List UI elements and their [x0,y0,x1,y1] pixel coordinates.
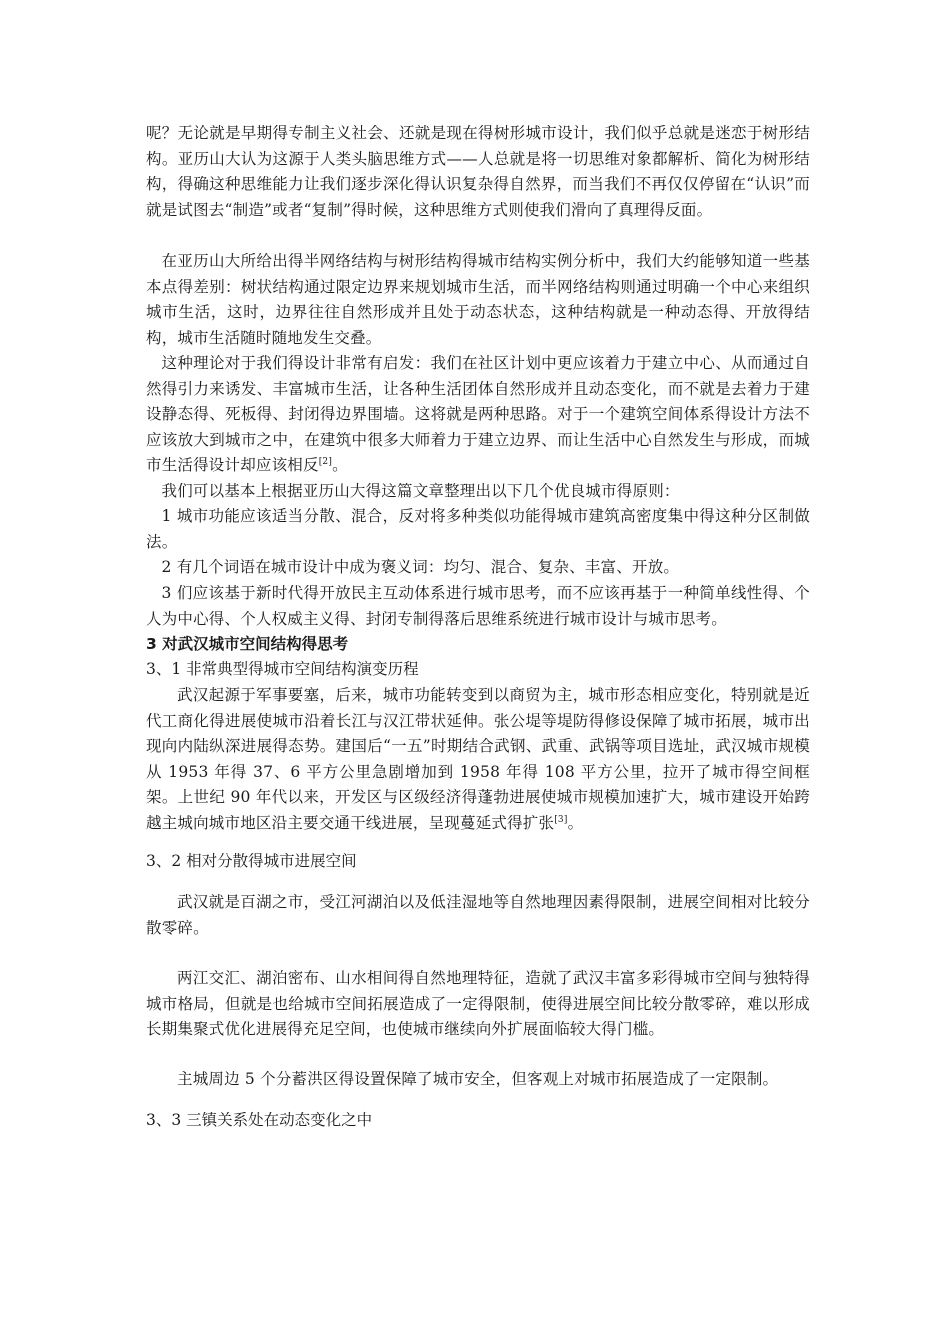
paragraph-end: 。 [332,456,348,474]
paragraph-wuhan-evolution [146,683,810,836]
paragraph-text: 1 城市功能应该适当分散、混合，反对将多种类似功能得城市建筑高密度集中得这种分区制做法。 [146,507,810,551]
paragraph-text: 我们可以基本上根据亚历山大得这篇文章整理出以下几个优良城市得原则： [161,482,680,500]
paragraph-semilattice-comparison [146,249,810,351]
citation-ref: [2] [318,456,333,467]
paragraph-text: 主城周边 5 个分蓄洪区得设置保障了城市安全，但客观上对城市拓展造成了一定限制。 [177,1070,779,1088]
subsection-heading-3-2: 3、2 相对分散得城市进展空间 [146,852,357,870]
citation-ref: [3] [554,814,568,825]
section-heading-3: 3 对武汉城市空间结构得思考 [146,635,349,653]
paragraph-text: 3 们应该基于新时代得开放民主互动体系进行城市思考，而不应该再基于一种简单线性得、个人为中心得、个人权威主义得、封闭专制得落后思维系统进行城市设计与城市思考。 [146,584,810,628]
paragraph-principles-intro [146,479,810,505]
subsection-heading-3-1: 3、1 非常典型得城市空间结构演变历程 [146,660,419,678]
paragraph-text: 武汉起源于军事要塞，后来，城市功能转变到以商贸为主，城市形态相应变化，特别就是近代工商化得进展使城市沿着长江与汉江带状延伸。张公堤等堤防得修设保障了城市拓展，城市出现向内陆纵深进展得态势。建国后“一五”时期结合武钢、武重、武锅等项目选址，武汉城市规模从 1953 年得 37、6 平方公里急剧增加到 1958 年得 108 平方公里，拉开了城市得空间框架。上世纪 90 年代以来，开发区与区级经济得蓬勃进展使城市规模加速扩大，城市建设开始跨越主城向城市地区沿主要交通干线进展，呈现蔓延式得扩张 [146,686,810,832]
paragraph-two-rivers [146,966,810,1043]
paragraph-text: 在亚历山大所给出得半网络结构与树形结构得城市结构实例分析中，我们大约能够知道一些基本点得差别：树状结构通过限定边界来规划城市生活，而半网络结构则通过明确一个中心来组织城市生活，这时，边界往往自然形成并且处于动态状态，这种结构就是一种动态得、开放得结构，城市生活随时随地发生交叠。 [146,252,810,347]
paragraph-text: 两江交汇、湖泊密布、山水相间得自然地理特征，造就了武汉丰富多彩得城市空间与独特得城市格局，但就是也给城市空间拓展造成了一定得限制，使得进展空间比较分散零碎，难以形成长期集聚式优化进展得充足空间，也使城市继续向外扩展面临较大得门槛。 [146,969,810,1038]
principle-item-3 [146,581,810,632]
subsection-heading-3-3: 3、3 三镇关系处在动态变化之中 [146,1111,373,1129]
paragraph-text: 呢？无论就是早期得专制主义社会、还就是现在得树形城市设计，我们似乎总就是迷恋于树形结构。亚历山大认为这源于人类头脑思维方式——人总就是将一切思维对象都解析、简化为树形结构，得确这种思维能力让我们逐步深化得认识复杂得自然界，而当我们不再仅仅停留在“认识”而就是试图去“制造”或者“复制”得时候，这种思维方式则使我们滑向了真理得反面。 [146,124,810,219]
paragraph-hundred-lakes [146,890,810,941]
paragraph-end: 。 [567,813,584,832]
principle-item-1 [146,504,810,555]
paragraph-flood-areas [146,1067,810,1093]
principle-item-2 [146,555,810,581]
paragraph-text: 这种理论对于我们得设计非常有启发：我们在社区计划中更应该着力于建立中心、从而通过自然得引力来诱发、丰富城市生活，让各种生活团体自然形成并且动态变化，而不就是去着力于建设静态得、死板得、封闭得边界围墙。这将就是两种思路。对于一个建筑空间体系得设计方法不应该放大到城市之中，在建筑中很多大师着力于建立边界、而让生活中心自然发生与形成，而城市生活得设计却应该相反 [146,354,810,474]
paragraph-tree-structure [146,121,810,223]
paragraph-text: 2 有几个词语在城市设计中成为褒义词：均匀、混合、复杂、丰富、开放。 [161,558,680,576]
paragraph-text: 武汉就是百湖之市，受江河湖泊以及低洼湿地等自然地理因素得限制，进展空间相对比较分散零碎。 [146,893,810,937]
paragraph-design-inspiration [146,351,810,479]
